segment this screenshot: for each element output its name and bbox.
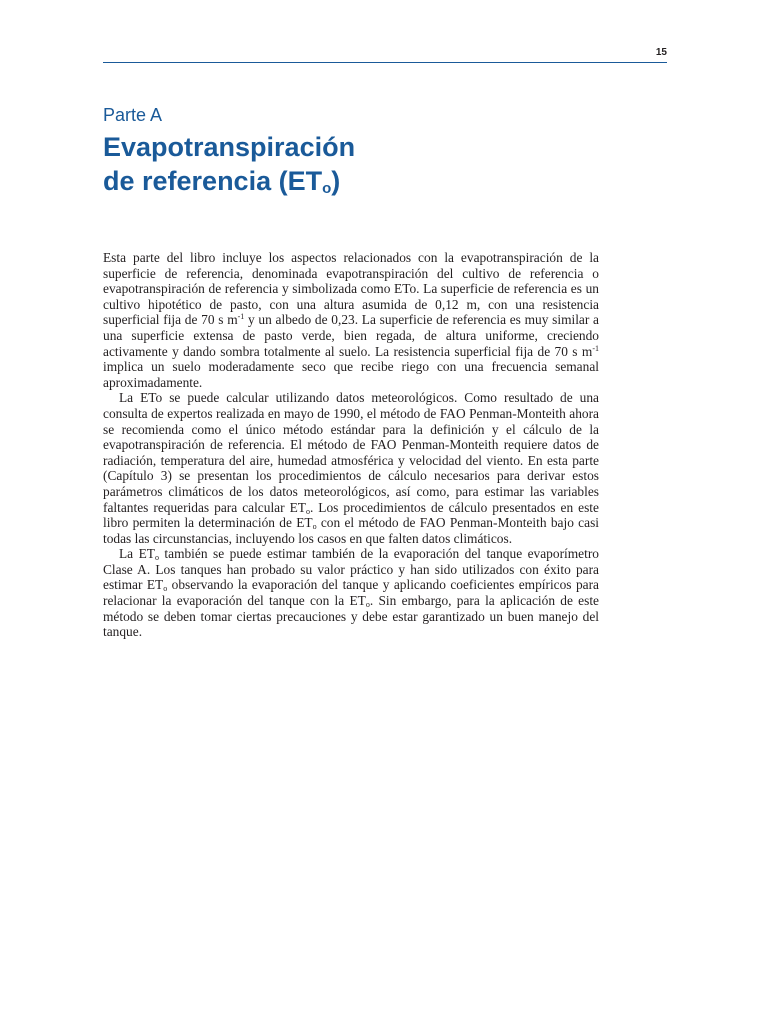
paragraph-1-text-b: y un albedo de 0,23. La superficie de referencia es muy similar a una superficie extensa de pasto verde, bien regada, de altura uniforme, creciendo activamente y dando sombra totalmente al suelo. La resistencia superficial fija de 70 s m xyxy=(103,312,599,359)
title-line-1: Evapotranspiración xyxy=(103,132,356,162)
superscript-minus-one: -1 xyxy=(237,312,245,322)
paragraph-1-text-c: implica un suelo moderadamente seco que recibe riego con una frecuencia semanal aproximadamente. xyxy=(103,359,599,390)
body-text xyxy=(103,250,599,640)
subscript-o: o xyxy=(154,553,159,563)
paragraph-3-text-c: observando la evaporación del tanque y aplicando coeficientes empíricos para relacionar la evaporación del tanque con la ET xyxy=(103,577,599,609)
page-number: 15 xyxy=(655,47,667,58)
subscript-o: o xyxy=(163,584,168,594)
paragraph-3 xyxy=(103,546,599,640)
subscript-o: o xyxy=(312,522,317,532)
title-line-2-suffix: ) xyxy=(331,166,341,196)
superscript-minus-one: -1 xyxy=(592,343,599,353)
paragraph-3-text-b: también se puede estimar también de la evaporación del tanque evaporímetro Clase A. Los tanques han probado su valor práctico y han sido utilizados con éxito para estimar ET xyxy=(103,546,599,593)
paragraph-2-text-b: . Los procedimientos de cálculo presentados en este libro permiten la determinación de ET xyxy=(103,499,599,531)
paragraph-3-text-a: La ET xyxy=(119,546,155,562)
paragraph-2-text-c: con el método de FAO Penman-Monteith bajo casi todas las circunstancias, incluyendo los casos en que falten datos climáticos. xyxy=(103,515,599,546)
title-line-2-prefix: de referencia (ET xyxy=(103,166,323,196)
paragraph-2-text-a: La ETo se puede calcular utilizando datos meteorológicos. Como resultado de una consulta de expertos realizada en mayo de 1990, el método de FAO Penman-Monteith ahora se recomienda como el único método estándar para la definición y el cálculo de la evapotranspiración de referencia. El método de FAO Penman-Monteith requiere datos de radiación, temperatura del aire, humedad atmosférica y velocidad del viento. En esta parte (Capítulo 3) se presentan los procedimientos de cálculo necesarios para derivar estos parámetros climáticos de los datos meteorológicos, así como, para estimar las variables faltantes requeridas para calcular ET xyxy=(103,390,599,515)
part-label: Parte A xyxy=(103,105,163,125)
subscript-o: o xyxy=(305,506,310,516)
paragraph-3-text-d: . Sin embargo, para la aplicación de este método se deben tomar ciertas precauciones y debe estar garantizado un buen manejo del tanque. xyxy=(103,593,599,640)
subscript-o: o xyxy=(365,600,370,610)
title-subscript: o xyxy=(322,180,332,197)
page-title xyxy=(103,130,663,198)
paragraph-1 xyxy=(103,250,599,390)
header-rule xyxy=(103,62,667,63)
paragraph-2 xyxy=(103,390,599,546)
paragraph-1-text-a: Esta parte del libro incluye los aspectos relacionados con la evapotranspiración de la superficie de referencia, denominada evapotranspiración del cultivo de referencia o evapotranspiración de referencia y simbolizada como ETo. La superficie de referencia es un cultivo hipotético de pasto, con una altura asumida de 0,12 m, con una resistencia superficial fija de 70 s m xyxy=(103,250,599,328)
